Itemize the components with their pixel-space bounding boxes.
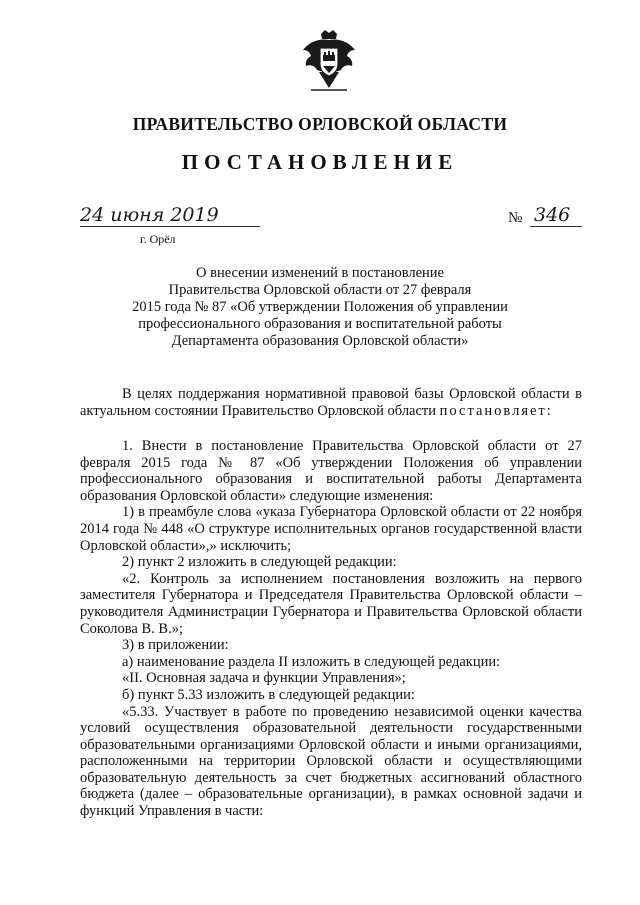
city-label: г. Орёл	[140, 232, 176, 246]
body-paragraph: «2. Контроль за исполнением постановления возложить на первого заместителя Губернатора и Председателя Правительства Орловской области – руководителя Администрации Губернатора и Правительства Орловской области Соколова В. В.»;	[80, 570, 582, 637]
handwritten-number: 346	[534, 204, 571, 226]
preamble-text: В целях поддержания нормативной правовой базы Орловской области в актуальном состоянии Правительство Орловской области	[80, 386, 582, 419]
subject-line: Департамента образования Орловской области»	[171, 333, 469, 349]
document-body	[80, 438, 582, 820]
document-type-title: ПОСТАНОВЛЕНИЕ	[181, 150, 459, 174]
coat-of-arms-emblem	[301, 28, 357, 98]
number-label: №	[508, 210, 523, 226]
preamble-emphasis: постановляет:	[439, 402, 553, 419]
body-paragraph: б) пункт 5.33 изложить в следующей редакции:	[122, 686, 415, 703]
body-paragraph: 2) пункт 2 изложить в следующей редакции:	[122, 554, 397, 571]
subject-line: О внесении изменений в постановление	[196, 265, 444, 281]
preamble-block	[80, 386, 582, 419]
body-paragraph: «II. Основная задача и функции Управления»;	[122, 670, 406, 687]
subject-line: 2015 года № 87 «Об утверждении Положения об управлении	[132, 299, 508, 315]
handwritten-date: 24 июня 2019	[80, 204, 219, 226]
subject-line: Правительства Орловской области от 27 февраля	[168, 282, 472, 298]
body-paragraph: «5.33. Участвует в работе по проведению независимой оценки качества условий осуществления образовательной деятельности государственными образовательными организациями Орловской области и иными организациями, расположенными на территории Орловской области и осуществляющими образовательную деятельность за счет бюджетных ассигнований областного бюджета (далее – образовательные организации), в рамках основной задачи и функций Управления в части:	[80, 703, 582, 820]
preamble-paragraph	[80, 386, 582, 419]
document-subject	[100, 265, 540, 350]
date-underline	[80, 226, 260, 227]
body-paragraph: а) наименование раздела II изложить в следующей редакции:	[122, 653, 501, 670]
body-paragraph: 1) в преамбуле слова «указа Губернатора Орловской области от 22 ноября 2014 года № 448 «О структуре исполнительных органов государственной власти Орловской области»,» исключить;	[80, 504, 582, 554]
organization-title: ПРАВИТЕЛЬСТВО ОРЛОВСКОЙ ОБЛАСТИ	[132, 114, 508, 134]
subject-line: профессионального образования и воспитательной работы	[138, 316, 502, 332]
number-underline	[530, 226, 582, 227]
body-paragraph: 3) в приложении:	[122, 637, 229, 654]
body-paragraph: 1. Внести в постановление Правительства Орловской области от 27 февраля 2015 года № 87 «Об утверждении Положения об управлении профессионального образования и воспитательной работы Департамента образования Орловской области» следующие изменения:	[80, 438, 582, 504]
